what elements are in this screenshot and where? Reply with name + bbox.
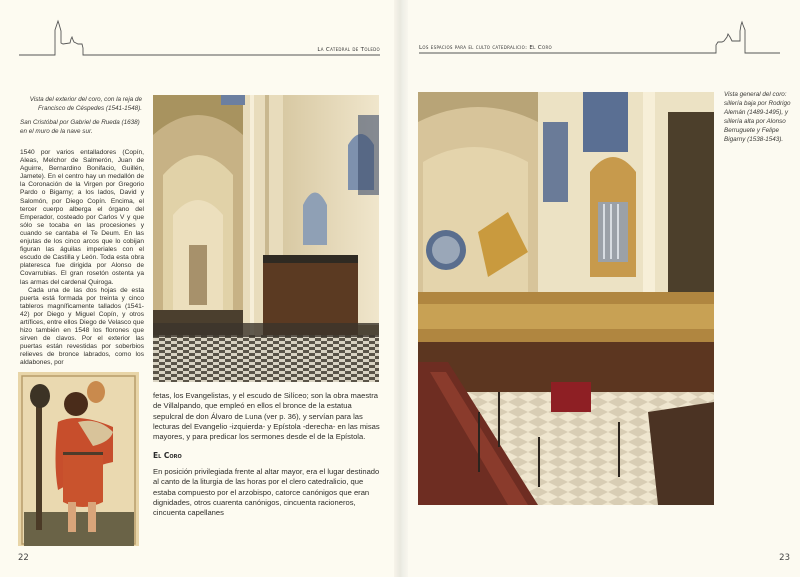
cathedral-skyline-icon xyxy=(408,18,800,63)
section-text: En posición privilegiada frente al altar mayor, era el lugar destinado al canto de la liturgia de las horas por el clero catedralicio, que estaba compuesto por el arzobispo, catorce canónigos que eran dignidades, otros cuarenta canónigos, cincuenta racioneros, cincuenta capellanes xyxy=(153,467,380,518)
running-header: Los espacios para el culto catedralicio: El Coro xyxy=(419,45,552,51)
right-page xyxy=(408,0,800,577)
body-text xyxy=(20,149,144,368)
page-number: 22 xyxy=(18,553,29,563)
photo-coro-exterior xyxy=(153,95,379,382)
book-gutter xyxy=(394,0,408,577)
photo-caption: San Cristóbal por Gabriel de Rueda (1638) en el muro de la nave sur. xyxy=(20,119,140,135)
choir-interior-image xyxy=(418,92,714,505)
running-header: La Catedral de Toledo xyxy=(317,47,380,53)
san-cristobal-image xyxy=(18,372,139,546)
body-paragraph: Cada una de las dos hojas de esta puerta está formada por treinta y cinco tableros magníficamente tallados (1541-42) por Diego y Miguel Copín, y otros artífices, entre ellos Diego de Velasco que hizo también en 1548 los florones que sirven de clavos. Por el exterior las puertas están revestidas por soberbios relieves de bronce labrados, como los aldabones, por xyxy=(20,286,144,367)
photo-san-cristobal xyxy=(18,372,139,546)
page-number: 23 xyxy=(779,553,790,563)
photo-caption: Vista general del coro: sillería baja por Rodrigo Alemán (1489-1495), y sillería alta por Alonso Berruguete y Felipe Bigarny (1538-1543). xyxy=(724,91,791,143)
continuation-text: fetas, los Evangelistas, y el escudo de Silíceo; son la obra maestra de Villalpando, que empleó en ellos el bronce de la estatua sepulcral de don Álvaro de Luna (ver p. 36), y servían para las lecturas del Evangelio -izquierda- y Epístola -derecha- en las misas mayores, y para predicar los sermones desde el de la Epístola. xyxy=(153,391,380,442)
cathedral-nave-image xyxy=(153,95,379,382)
photo-coro-general xyxy=(418,92,714,505)
photo-caption: Vista del exterior del coro, con la reja de Francisco de Céspedes (1541-1548). xyxy=(29,96,142,112)
body-paragraph: 1540 por varios entalladores (Copín, Aleas, Melchor de Salmerón, Juan de Aguirre, Bernardino Bonifacio, Guillén, Jamete). En el centro hay un medallón de la Coronación de la Virgen por Gregorio Pardo o Bigarny; a los lados, David y Salomón, por Diego Copín. Encima, el tercer cuerpo alberga el órgano del Emperador, costeado por Carlos V y que sólo se tocaba en las procesiones y cuando se cantaba el Te Deum. En las enjutas de los cinco arcos que lo cobijan figuran las águilas imperiales con el escudo de Castilla y León. Toda esta obra plateresca fue dirigida por Alonso de Covarrubias. El gran rosetón ostenta ya las armas del cardenal Quiroga. xyxy=(20,149,144,286)
cathedral-skyline-icon xyxy=(0,18,390,63)
section-title: El Coro xyxy=(153,451,182,460)
